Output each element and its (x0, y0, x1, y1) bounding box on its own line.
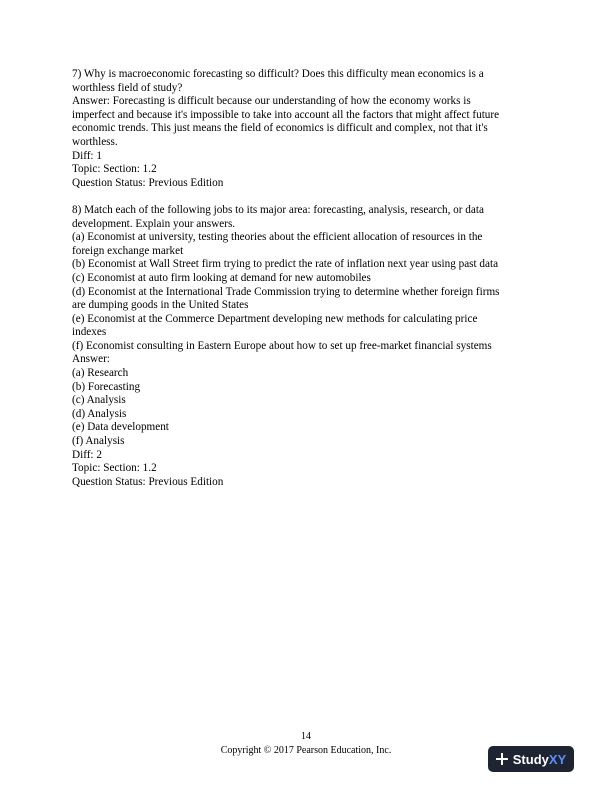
answer-item: (b) Forecasting (72, 380, 141, 393)
badge-brand-accent: XY (548, 751, 567, 767)
answer-item: (d) Analysis (72, 407, 127, 420)
job-item: (b) Economist at Wall Street firm trying to predict the rate of inflation next year using past data (72, 258, 499, 271)
answer-item: (e) Data development (72, 421, 169, 434)
question-text: 7) Why is macroeconomic forecasting so difficult? Does this difficulty mean economics is a (72, 68, 484, 80)
copyright-notice: Copyright © 2017 Pearson Education, Inc. (220, 745, 392, 756)
studyxy-badge[interactable] (488, 746, 574, 772)
job-item: (a) Economist at university, testing theories about the efficient allocation of resources in the (72, 231, 483, 244)
badge-brand-text: Study (512, 751, 549, 767)
job-item: (d) Economist at the International Trade Commission trying to determine whether foreign firms (72, 285, 500, 298)
job-item: foreign exchange market (72, 244, 184, 257)
answer-item: (c) Analysis (72, 394, 126, 407)
answer-text: economic trends. This just means the field of economics is difficult and complex, not that it's (72, 122, 488, 135)
difficulty: Diff: 2 (72, 448, 102, 461)
answer-text: Answer: Forecasting is difficult because our understanding of how the economy works is (72, 95, 471, 108)
topic: Topic: Section: 1.2 (72, 163, 157, 176)
answer-item: (a) Research (72, 367, 129, 380)
job-item: indexes (72, 326, 107, 339)
question-text: 8) Match each of the following jobs to its major area: forecasting, analysis, research, or data (72, 203, 484, 216)
question-status: Question Status: Previous Edition (72, 176, 224, 189)
answer-text: worthless. (72, 135, 118, 148)
job-item: (f) Economist consulting in Eastern Europe about how to set up free-market financial systems (72, 339, 492, 352)
job-item: (e) Economist at the Commerce Department developing new methods for calculating price (72, 312, 478, 325)
document-body (72, 68, 542, 489)
question-text: development. Explain your answers. (72, 217, 236, 230)
difficulty: Diff: 1 (72, 149, 102, 162)
question-8 (72, 204, 542, 489)
paragraph-gap (72, 190, 542, 204)
job-item: are dumping goods in the United States (72, 299, 249, 312)
answer-item: (f) Analysis (72, 435, 125, 448)
question-status: Question Status: Previous Edition (72, 475, 224, 488)
job-item: (c) Economist at auto firm looking at demand for new automobiles (72, 271, 371, 284)
plus-icon (496, 753, 508, 765)
question-7 (72, 68, 542, 190)
answer-label: Answer: (72, 353, 110, 366)
topic: Topic: Section: 1.2 (72, 462, 157, 475)
badge-label (513, 752, 566, 767)
page-number: 14 (301, 731, 311, 742)
question-text: worthless field of study? (72, 81, 183, 94)
answer-text: imperfect and because it's impossible to take into account all the factors that might affect future (72, 108, 500, 121)
